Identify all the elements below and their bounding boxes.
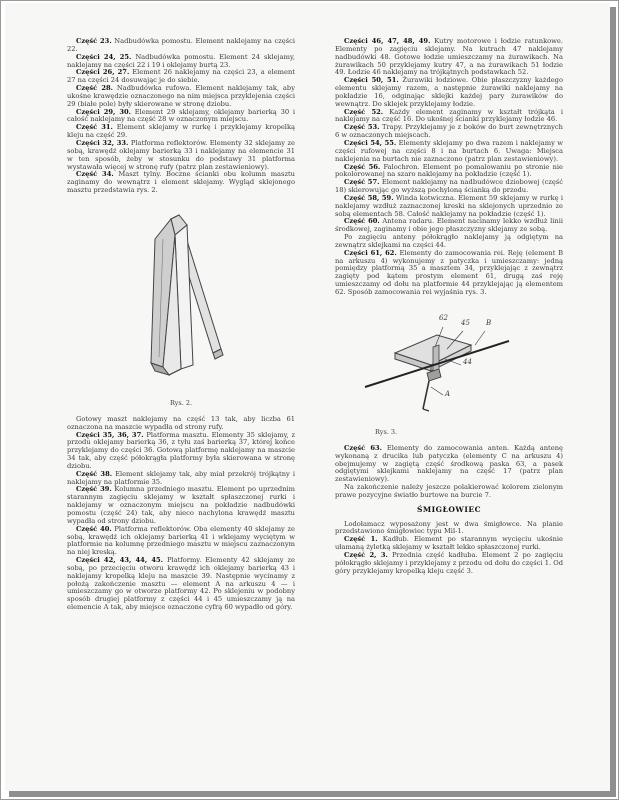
paragraph bbox=[67, 526, 295, 557]
paragraph-label: Części 32, 33. bbox=[76, 138, 129, 147]
paragraph-label: Część 1. bbox=[344, 535, 378, 544]
paragraph-label: Część 58, 59. bbox=[344, 193, 394, 202]
page-shadow-right bbox=[610, 7, 616, 795]
paragraph bbox=[67, 140, 295, 171]
paragraph bbox=[335, 250, 563, 297]
paragraph bbox=[67, 432, 295, 471]
page-shadow-bottom bbox=[9, 791, 616, 797]
paragraph bbox=[335, 195, 563, 219]
paragraph bbox=[67, 416, 295, 432]
paragraph-label: Część 52. bbox=[344, 107, 384, 116]
label-b: B bbox=[486, 318, 492, 327]
section-heading: ŚMIGŁOWIEC bbox=[416, 504, 482, 514]
paragraph bbox=[335, 536, 563, 552]
paragraph-text: Element 26 naklejamy na części 23, a element 27 na części 24 dosuwając je do siebie. bbox=[67, 68, 295, 85]
paragraph bbox=[335, 164, 563, 180]
paragraph-text: Przednia część kadłuba. Element 2 po zagięciu półokrągło sklejamy i przyklejamy z przodu od dołu do części 1. Od góry przyklejamy kropelką kleju część 3. bbox=[335, 550, 563, 575]
paragraph-label: Część 39. bbox=[76, 485, 112, 494]
left-column bbox=[67, 38, 295, 612]
paragraph-label: Części 50, 51. bbox=[344, 76, 399, 85]
paragraph-text: Elementy do zamocowania rei. Reję (element B na arkuszu 4) wykonujemy z patyczka i umieszczamy: jedną pomiędzy platformą 35 a masztem 34, przyklejając z zewnątrz zagięty pod kątem prostym element 61, drugą zaś reję umieszczamy od dołu na platformie 44 przyklejając ją elementem 62. Sposób zamocowania rei wyjaśnia rys. 3. bbox=[335, 248, 563, 296]
paragraph-text: Platformy. Elementy 42 sklejamy ze sobą, po przecięciu otworu krawędź ich oklejamy barierką 43 i naklejamy kropelką kleju na maszcie 39. Następnie wycinamy z położą zakończenie masztu — element A na arkuszu 4 — i umieszczamy go w otworze platformy 42. Po sklejeniu w podobny sposób drugiej platformy z części 44 i 45 umieszczamy ją na elemencie A tak, aby miejsce oznaczone cyfrą 60 wypadło od góry. bbox=[67, 556, 295, 612]
paragraph-text: Platforma reflektorów. Oba elementy 40 sklejamy ze sobą, krawędź ich oklejamy barierką 41 i wklejamy wyciętym w platformie na kolumnę przedniego masztu w miejscu zaznaczonym na niej kreską. bbox=[67, 524, 295, 557]
left-block-a bbox=[67, 38, 295, 195]
paragraph-text: Platforma masztu. Elementy 35 sklejamy, z przodu oklejamy barierką 36, z tyłu zaś barierką 37, której końce przyklejamy do części 36. Gotową platformę naklejamy na maszcie 34 tak, aby część półokrągła platformy była skierowana w stronę dziobu. bbox=[67, 430, 295, 470]
label-45: 45 bbox=[461, 318, 470, 327]
paragraph-label: Części 26, 27. bbox=[76, 68, 130, 77]
paragraph bbox=[335, 140, 563, 164]
yard-mount-illustration bbox=[335, 305, 563, 433]
paragraph-text: Element sklejamy tak, aby miał przekrój trójkątny i naklejamy na platformie 35. bbox=[67, 469, 295, 486]
paragraph-label: Części 54, 55. bbox=[344, 138, 397, 147]
paragraph bbox=[67, 69, 295, 85]
paragraph-text: Na zakończenie należy jeszcze polakierować kolorem zielonym prawe pozycyjne światło burtowe na burcie 7. bbox=[335, 483, 563, 499]
paragraph-text: Kadłub. Element po starannym wycięciu ukośnie ułamaną żyletką sklejamy w kształt lekko spłaszczonej rurki. bbox=[335, 535, 563, 552]
paragraph-label: Część 56. bbox=[344, 162, 381, 171]
paragraph-text: Nadbudówka pomostu. Element naklejamy na części 22. bbox=[67, 37, 295, 53]
paragraph bbox=[335, 109, 563, 125]
paragraph-text: Elementy sklejamy po dwa razem i naklejamy w części rufowej na części 8 i na burtach 6. Uwaga: Miejsca naklejenia na burtach nie zaznaczono (patrz plan zestawieniowy). bbox=[335, 138, 563, 163]
paragraph bbox=[335, 445, 563, 484]
paragraph-label: Część 23. bbox=[76, 37, 112, 45]
paragraph bbox=[67, 557, 295, 612]
paragraph bbox=[335, 179, 563, 195]
paragraph-text: Element 29 sklejamy, oklejamy barierką 30 i całość naklejamy na część 28 w oznaczonym miejscu. bbox=[67, 107, 295, 124]
paragraph-label: Część 63. bbox=[344, 443, 382, 452]
paragraph bbox=[335, 38, 563, 77]
paragraph-text: Żurawiki łodziowe. Obie płaszczyzny każdego elementu sklejamy razem, a następnie żurawiki naklejamy na pokładzie 16, odginając sklejki każdej pary żurawików do wewnątrz. Do sklejek przyklejamy łodzie. bbox=[335, 76, 563, 108]
figure-2-caption: Rys. 2. bbox=[169, 398, 193, 407]
paragraph-label: Część 34. bbox=[76, 170, 114, 179]
paragraph-label: Części 29, 30. bbox=[76, 107, 131, 116]
paragraph bbox=[335, 218, 563, 234]
figure-2 bbox=[67, 199, 295, 416]
paragraph-text: Kolumna przedniego masztu. Element po uprzednim starannym zagięciu sklejamy w kształt spłaszczonej rurki i naklejamy w oznaczonym miejscu na pokładzie nadbudówki pomostu (część 24) tak, aby nieco nachylona krawędź masztu wypadła od strony dziobu. bbox=[67, 485, 295, 525]
paragraph bbox=[67, 54, 295, 70]
paragraph bbox=[335, 484, 563, 500]
paragraph-label: Część 57. bbox=[344, 178, 380, 187]
paragraph-text: Po zagięciu anteny półokrągło naklejamy ją odgiętym na zewnątrz sklejkami na części 44. bbox=[335, 233, 563, 249]
paragraph-label: Części 35, 36, 37. bbox=[76, 430, 144, 439]
paragraph bbox=[67, 85, 295, 109]
paragraph-label: Część 28. bbox=[76, 84, 113, 93]
label-44: 44 bbox=[463, 357, 472, 366]
paragraph bbox=[67, 171, 295, 195]
paragraph bbox=[67, 109, 295, 125]
paragraph-text: Nadbudówka rufowa. Element naklejamy tak, aby ukośne krawędzie oznaczonego na nim miejsca przyklejenia części 29 (białe pole) były skierowane w stronę dziobu. bbox=[67, 84, 295, 108]
paragraph-label: Część 38. bbox=[76, 469, 113, 478]
paragraph-text: Elementy do zamocowania anten. Każdą antenę wykonaną z drucika lub patyczka (elementy C na arkuszu 4) obejmujemy w zagiętą część środkową paska 63, a pasek odgiętymi sklejkami naklejamy na część 17 (patrz plan zestawieniowy). bbox=[335, 443, 563, 484]
paragraph-text: Falochron. Element po pomalowaniu po stronie nie pokolorowanej na szaro naklejamy na pokładzie (część 1). bbox=[335, 162, 563, 179]
paragraph-text: Gotowy maszt naklejamy na część 13 tak, aby liczba 61 oznaczona na maszcie wypadła od strony rufy. bbox=[67, 414, 295, 431]
paragraph-text: Każdy element zaginamy w kształt trójkąta i naklejamy na część 16. Do ukośnej ścianki przyklejamy łodzie 46. bbox=[335, 107, 563, 124]
paragraph-label: Części 61, 62. bbox=[344, 248, 397, 257]
paragraph-text: Nadbudówka pomostu. Element 24 sklejamy, naklejamy na części 22 i 19 i oklejamy burtą 23. bbox=[67, 52, 295, 69]
paragraph bbox=[335, 552, 563, 576]
paragraph bbox=[335, 77, 563, 108]
paragraph bbox=[335, 124, 563, 140]
left-block-b bbox=[67, 416, 295, 612]
paragraph-text: Element sklejamy w rurkę i przyklejamy kropelką kleju na część 29. bbox=[67, 123, 295, 140]
paragraph-label: Część 60. bbox=[344, 217, 380, 226]
paragraph bbox=[67, 471, 295, 487]
paragraph-text: Lodołamacz wyposażony jest w dwa śmigłowce. Na planie przedstawiono śmigłowiec typu Mil-1. bbox=[335, 519, 563, 536]
right-block-b bbox=[335, 445, 563, 576]
paragraph-text: Trapy. Przyklejamy je z boków do burt zewnętrznych 6 w oznaczonych miejscach. bbox=[335, 123, 563, 140]
paragraph-label: Część 53. bbox=[344, 123, 380, 132]
paragraph-text: Platforma reflektorów. Elementy 32 sklejamy ze sobą, krawędź oklejamy barierką 33 i naklejamy na elemencie 31 w ten sposób, żeby w stosunku do podstawy 31 platforma wystawała więcej w stronę rufy (patrz plan zestawieniowy). bbox=[67, 138, 295, 171]
paragraph-text: Winda kotwiczna. Element 59 sklejamy w rurkę i naklejamy wzdłuż zaznaczonej kreski na sklejonych uprzednio ze sobą elementach 58. Całość naklejamy na pokładzie (część 1). bbox=[335, 193, 563, 218]
figure-3 bbox=[335, 305, 563, 445]
paragraph bbox=[335, 234, 563, 250]
paragraph-text: Maszt tylny. Boczne ścianki obu kolumn masztu zaginamy do wewnątrz i element sklejamy. Wygląd sklejonego masztu przedstawia rys. 2. bbox=[67, 170, 295, 195]
right-block-a bbox=[335, 38, 563, 297]
paragraph bbox=[67, 486, 295, 525]
paragraph-text: Element naklejamy na nadbudówce dziobowej (część 18) skierowując go wyższą pochyloną ścianką do przodu. bbox=[335, 178, 563, 195]
label-62: 62 bbox=[439, 313, 448, 322]
paragraph-label: Część 40. bbox=[76, 524, 112, 533]
paragraph bbox=[335, 521, 563, 537]
paragraph bbox=[67, 124, 295, 140]
label-a: A bbox=[445, 389, 451, 398]
paragraph-text: Kutry motorowe i łodzie ratunkowe. Elementy po zagięciu sklejamy. Na kutrach 47 naklejamy nadbudówki 48. Gotowe łodzie umieszczamy na żurawikach. Na żurawikach 50 przyklejamy kutry 47, a na żurawikach 51 łodzie 49. Łodzie 46 naklejamy na trójkątnych podstawkach 52. bbox=[335, 37, 563, 77]
mast-illustration bbox=[67, 199, 295, 399]
document-page bbox=[5, 3, 610, 791]
paragraph-label: Część 31. bbox=[76, 123, 113, 132]
paragraph-label: Część 2, 3. bbox=[344, 550, 388, 559]
paragraph-label: Części 42, 43, 44, 45. bbox=[76, 556, 163, 565]
paragraph-label: Części 46, 47, 48, 49. bbox=[344, 37, 431, 45]
paragraph-label: Części 24, 25. bbox=[76, 52, 132, 61]
figure-3-caption: Rys. 3. bbox=[375, 427, 398, 436]
paragraph-text: Antena radaru. Element nacinamy lekko wzdłuż linii środkowej, zaginamy i obie jego płaszczyzny sklejamy ze sobą. bbox=[335, 217, 563, 234]
right-column bbox=[335, 38, 563, 576]
paragraph bbox=[67, 38, 295, 54]
